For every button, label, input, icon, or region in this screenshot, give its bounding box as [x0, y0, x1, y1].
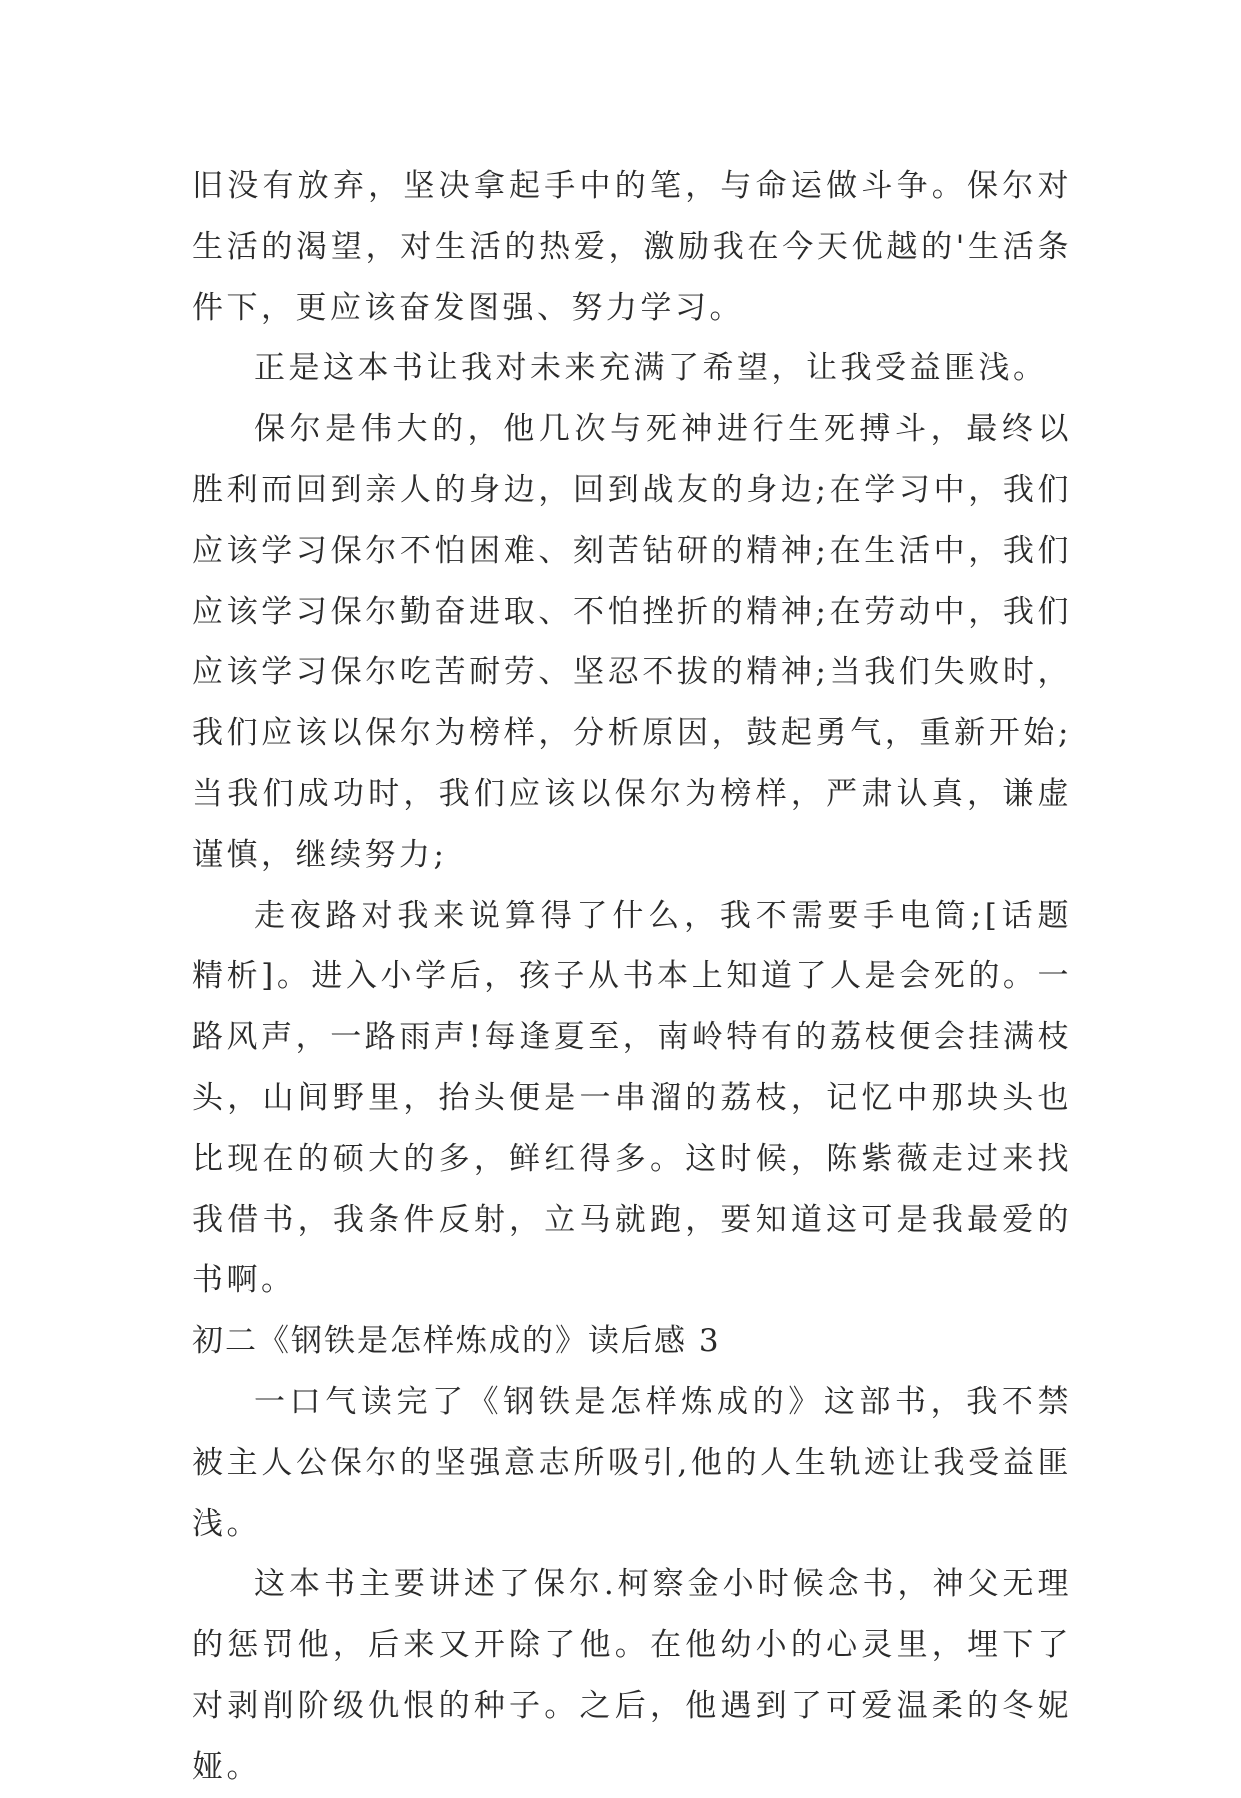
- paragraph: 正是这本书让我对未来充满了希望，让我受益匪浅。: [254, 350, 1048, 387]
- section-heading: 初二《钢铁是怎样炼成的》读后感 3: [192, 1323, 721, 1360]
- document-body: [192, 156, 1072, 1798]
- paragraph: 走夜路对我来说算得了什么，我不需要手电筒;[话题精析]。进入小学后，孩子从书本上知道了人是会死的。一路风声，一路雨声!每逢夏至，南岭特有的荔枝便会挂满枝头，山间野里，抬头便是一串溜的荔枝，记忆中那块头也比现在的硕大的多，鲜红得多。这时候，陈紫薇走过来找我借书，我条件反射，立马就跑，要知道这可是我最爱的书啊。: [192, 897, 1072, 1299]
- paragraph: 一口气读完了《钢铁是怎样炼成的》这部书，我不禁被主人公保尔的坚强意志所吸引,他的人生轨迹让我受益匪浅。: [192, 1383, 1072, 1542]
- paragraph: 这本书主要讲述了保尔.柯察金小时候念书，神父无理的惩罚他，后来又开除了他。在他幼小的心灵里，埋下了对剥削阶级仇恨的种子。之后，他遇到了可爱温柔的冬妮娅。: [192, 1566, 1072, 1785]
- paragraph-continuation: 旧没有放弃，坚决拿起手中的笔，与命运做斗争。保尔对生活的渴望，对生活的热爱，激励我在今天优越的'生活条件下，更应该奋发图强、努力学习。: [192, 168, 1072, 326]
- paragraph: 保尔是伟大的，他几次与死神进行生死搏斗，最终以胜利而回到亲人的身边，回到战友的身边;在学习中，我们应该学习保尔不怕困难、刻苦钻研的精神;在生活中，我们应该学习保尔勤奋进取、不怕挫折的精神;在劳动中，我们应该学习保尔吃苦耐劳、坚忍不拔的精神;当我们失败时，我们应该以保尔为榜样，分析原因，鼓起勇气，重新开始;当我们成功时，我们应该以保尔为榜样，严肃认真，谦虚谨慎，继续努力;: [192, 411, 1072, 873]
